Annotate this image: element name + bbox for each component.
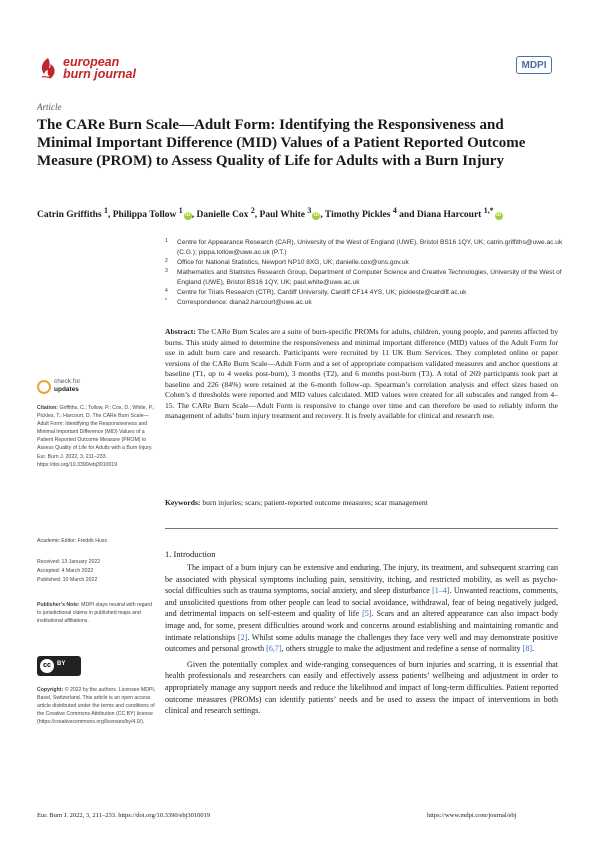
author-name[interactable]: Timothy Pickles: [324, 210, 391, 221]
citation-label: Citation:: [37, 405, 59, 411]
affiliation: [165, 268, 565, 288]
received-date: Received: 13 January 2022: [37, 559, 101, 565]
journal-name-line1: european: [63, 55, 120, 69]
keywords: [165, 498, 558, 507]
note-text: MDPI stays neutral with regard to jurisdictional claims in published maps and institutional affiliations.: [37, 602, 153, 625]
citation-link[interactable]: [1–4]: [432, 586, 450, 596]
citation-text: Griffiths, C.; Tollow, P.; Cox, D.; White, P.; Pickles, T.; Harcourt, D. The CARe Burn Scale—Adult Form: Identifying the Responsiveness and Minimal Important Difference (MID) Values of a Patient Reported Outcome Measure (PROM) to Assess Quality of Life for Adults with a Burn Injury. Eur. Burn J. 2022, 3, 211–233. https://doi.org/10.3390/ebj3010019: [37, 405, 155, 468]
divider: [165, 528, 558, 529]
affiliation-number: *: [165, 298, 167, 304]
affiliation-text: Mathematics and Statistics Research Group, Department of Computer Science and Creative Technologies, University of the West of England (UWE), Bristol BS16 1QY, UK; paul.white@uwe.ac.uk: [177, 269, 562, 286]
copyright: [37, 686, 157, 726]
citation-link[interactable]: [2]: [237, 632, 248, 642]
check-updates-icon: [37, 380, 51, 394]
affiliation-number: 4: [165, 288, 168, 294]
affiliation-text: Centre for Trials Research (CTR), Cardiff University, Cardiff CF14 4YS, UK; pickleste@cardiff.ac.uk: [177, 289, 467, 296]
author-name[interactable]: Paul White: [259, 210, 305, 221]
affiliation-number: 2: [165, 258, 168, 264]
article-title: The CARe Burn Scale—Adult Form: Identifying the Responsiveness and Minimal Important Difference (MID) Values of a Patient Reported Outcome Measure (PROM) to Assess Quality of Life for Adults with a Burn Injury: [37, 117, 526, 169]
abstract-text: The CARe Burn Scales are a suite of burn-specific PROMs for adults, children, young people, and parents affected by burns. This study aimed to determine the responsiveness and minimal important difference (MID) values of the Adult Form for use in adult burn care and research. Participants were recruited by 11 UK Burn Services. They completed online or paper versions of the CARe Burn Scale—Adult Form and a set of appropriate comparison validated measures and anchor questions at baseline (T1, up to 4 weeks post-burn), 3 months (T2), and 6 months post-burn (T3). A total of 269 participants took part at baseline and 226 (84%) were retained at the 6-month follow-up. Spearman’s correlation analysis and effect sizes based on Cohen’s d thresholds were reported and MID values calculated. MID values were created for all subscales and ranged from 4–15. The CARe Burn Scale—Adult Form is responsive to change over time and can therefore be used to reliably inform the management of adults’ burn injury treatment and recovery. It is freely available for clinical and research use.: [165, 327, 558, 420]
cc-by-badge[interactable]: [37, 656, 81, 676]
abstract: [165, 327, 558, 422]
copyright-text: © 2022 by the authors. Licensee MDPI, Basel, Switzerland. This article is an open access article distributed under the terms and conditions of the Creative Commons Attribution (CC BY) license (https://creativecommons.org/licenses/by/4.0/).: [37, 687, 156, 726]
footer-url[interactable]: https://www.mdpi.com/journal/ebj: [427, 812, 517, 819]
author-affiliation-mark: 1,*: [483, 206, 494, 215]
section-heading: 1. Introduction: [165, 549, 216, 559]
paragraph: The impact of a burn injury can be extensive and enduring. The injury, its treatment, and subsequent scarring can be associated with physical symptoms including pain, sensitivity, itching, and restricted mobility, as well as psycho-social difficulties such as trauma symptoms, social anxiety, and sleep disturbance [1–4]. Unwanted reactions, comments, and unsolicited questions from other people can lead to social avoidance, withdrawal, fear of being negatively judged, and detrimental impacts on self-esteem and quality of life [5]. Scars and an altered appearance can also impact body image and, for some, present difficulties around work and concerns around establishing and maintaining romantic and intimate relationships [2]. Whilst some adults manage the challenges they face very well and may demonstrate positive outcomes and personal growth [6,7], others struggle to make the adjustment and redefine a sense of normality [8].: [165, 563, 558, 654]
affiliation-text: Centre for Appearance Research (CAR), University of the West of England (UWE), Bristol BS16 1QY, UK; catrin.griffiths@uwe.ac.uk (C.G.); pippa.tollow@uwe.ac.uk (P.T.): [177, 239, 563, 256]
journal-name: [63, 56, 136, 80]
affiliation: [165, 258, 565, 268]
check-for-updates-badge[interactable]: [37, 378, 97, 400]
abstract-label: Abstract:: [165, 327, 196, 336]
author-affiliation-mark: 3: [307, 206, 312, 215]
copyright-label: Copyright:: [37, 687, 64, 693]
published-date: Published: 10 March 2022: [37, 577, 98, 583]
affiliation-text: Office for National Statistics, Newport NP10 8XG, UK; danielle.cox@ons.gov.uk: [177, 259, 409, 266]
keywords-label: Keywords:: [165, 498, 201, 507]
author-name[interactable]: Danielle Cox: [196, 210, 249, 221]
keywords-text: burn injuries; scars; patient-reported outcome measures; scar management: [202, 498, 428, 507]
academic-editor: Academic Editor: Fredrik Huss: [37, 538, 108, 544]
orcid-icon[interactable]: iD: [496, 213, 502, 219]
accepted-date: Accepted: 4 March 2022: [37, 568, 94, 574]
publishers-note: [37, 601, 157, 625]
affiliation-text: Correspondence: diana2.harcourt@uwe.ac.uk: [177, 299, 312, 306]
body-text: [165, 562, 558, 717]
citation-link[interactable]: [6,7]: [266, 644, 282, 654]
citation: [37, 404, 157, 469]
paragraph: Given the potentially complex and wide-ranging consequences of burn injuries and scarring, it is essential that health professionals and researchers can easily and effectively assess patients’ wellbeing and adjustment in order to appropriately manage any support needs and reduce the likelihood and impact of long-term difficulties. Patient reported outcome measures (PROMs) can identify patients’ needs and be used to assess the impact of interventions in both clinical and research settings.: [165, 659, 558, 716]
affiliation: [165, 288, 565, 298]
article-type: Article: [37, 102, 62, 112]
affiliations: [165, 238, 565, 308]
author-name[interactable]: Catrin Griffiths: [37, 210, 102, 221]
affiliation: [165, 238, 565, 258]
author-name[interactable]: Diana Harcourt: [416, 210, 482, 221]
citation-link[interactable]: [5]: [362, 609, 372, 619]
author-name[interactable]: Philippa Tollow: [112, 210, 177, 221]
check-line2: updates: [54, 386, 79, 393]
mdpi-logo[interactable]: MDPI: [516, 56, 552, 74]
affiliation-number: 1: [165, 238, 168, 244]
citation-link[interactable]: [8]: [522, 644, 533, 654]
affiliation: [165, 298, 565, 308]
cc-icon: cc: [40, 659, 54, 673]
orcid-icon[interactable]: iD: [185, 213, 191, 219]
orcid-icon[interactable]: iD: [313, 213, 319, 219]
author-affiliation-mark: 1: [178, 206, 183, 215]
author-list: Catrin Griffiths $^1$, Philippa Tollow $^1$iD , Danielle Cox $^2$, Paul White $^3$iD , Timothy Pickles $^4$ and Diana Harcourt $^{1,*}$iD: [37, 206, 502, 221]
affiliation-number: 3: [165, 268, 168, 274]
footer-citation: Eur. Burn J. 2022, 3, 211–233. https://doi.org/10.3390/ebj3010019: [37, 812, 211, 819]
author-affiliation-mark: 1: [104, 206, 108, 215]
author-affiliation-mark: 4: [392, 206, 397, 215]
journal-name-line2: burn journal: [63, 67, 136, 81]
author-affiliation-mark: 2: [250, 206, 255, 215]
cc-label: BY: [57, 661, 66, 667]
flame-bird-icon: [36, 56, 60, 80]
note-label: Publisher’s Note:: [37, 602, 80, 608]
check-line1: check for: [54, 378, 81, 385]
